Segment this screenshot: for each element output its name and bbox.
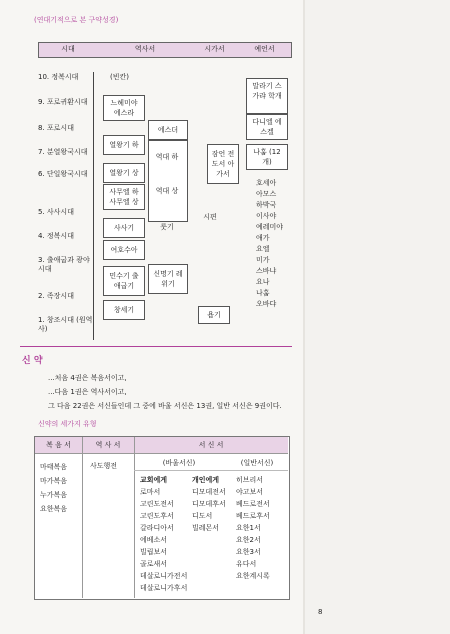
nt-acts: 사도행전 [90, 462, 118, 470]
era-9: 9. 포로귀환시대 [38, 98, 88, 106]
nt-subheader-rule [134, 470, 288, 471]
history-nehemiah-ezra: 느헤미야 에스라 [103, 95, 145, 121]
history-ruth: 룻기 [160, 223, 174, 231]
ot-bottom-rule [20, 346, 292, 347]
history-numbers-exodus: 민수기 출애굽기 [103, 266, 145, 296]
era-1: 1. 창조시대 (원역사) [38, 316, 93, 333]
poetry-job: 욥기 [198, 306, 230, 324]
era-5: 5. 사사시대 [38, 208, 74, 216]
section-title: (연대기적으로 본 구약성경) [34, 16, 119, 24]
prophets-list: 호세아 아모스 하박국 이사야 예레미야 애가 요엘 미가 스바냐 요나 나훔 오바댜 [256, 179, 284, 308]
right-page [305, 0, 450, 634]
nt-subheader-general: (일반서신) [240, 459, 274, 467]
nt-text-1: ...처음 4권은 복음서이고, [48, 374, 127, 382]
ot-header-era: 시대 [61, 45, 75, 53]
nt-divider-1 [82, 437, 83, 598]
ot-header-poetry: 시가서 [204, 45, 225, 53]
history-esther: 에스더 [148, 120, 188, 140]
prophets-nahum: 나훔 (12개) [246, 144, 288, 170]
prophets-malachi: 말라기 스가랴 학개 [246, 78, 288, 114]
nt-pauline-b: 개인에게 디모데전서 디모데후서 디도서 빌레몬서 [192, 476, 226, 532]
nt-text-2: ...다음 1권은 역사서이고, [48, 388, 127, 396]
history-joshua: 여호수아 [103, 240, 145, 260]
era-7: 7. 분열왕국시대 [38, 148, 88, 156]
history-deut-lev: 신명기 레위기 [148, 264, 188, 294]
nt-pauline-a: 교회에게 로마서 고린도전서 고린도후서 갈라디아서 에베소서 빌립보서 골로새서 데살로니가전서 데살로니가후서 [140, 476, 188, 592]
era-10: 10. 정복시대 [38, 73, 79, 81]
timeline-spine [93, 72, 94, 340]
nt-gospels: 마태복음 마가복음 누가복음 요한복음 [40, 463, 68, 513]
era-3: 3. 출애굽과 광야시대 [38, 256, 90, 273]
ot-header-prophets: 예언서 [254, 45, 275, 53]
era-8: 8. 포로시대 [38, 124, 74, 132]
nt-title: 신 약 [22, 356, 43, 366]
nt-subtitle: 신약의 세가지 유형 [38, 420, 97, 428]
nt-general: 히브리서 야고보서 베드로전서 베드로후서 요한1서 요한2서 요한3서 유다서 요한계시록 [236, 476, 270, 580]
era-6: 6. 단일왕국시대 [38, 170, 88, 178]
nt-header-gospels: 복 음 서 [46, 441, 71, 449]
poetry-proverbs: 잠언 전도서 아가서 [207, 144, 239, 184]
history-2kings: 열왕기 하 [103, 135, 145, 155]
ot-header-history: 역사서 [134, 45, 156, 53]
poetry-psalms: 시편 [203, 213, 217, 221]
history-samuel: 사무엘 하 사무엘 상 [103, 184, 145, 210]
bracket-note: (빈칸) [110, 73, 129, 81]
history-1chron: 역대 상 [155, 187, 179, 195]
history-judges: 사사기 [103, 218, 145, 238]
history-2chron: 역대 하 [155, 153, 179, 161]
era-2: 2. 족장시대 [38, 292, 74, 300]
nt-header-history: 역 사 서 [95, 441, 121, 449]
prophets-daniel: 다니엘 에스겔 [246, 114, 288, 140]
history-1kings: 열왕기 상 [103, 163, 145, 183]
nt-header-epistles: 서 신 서 [198, 441, 224, 449]
era-4: 4. 정복시대 [38, 232, 74, 240]
page-number: 8 [318, 608, 323, 616]
nt-subheader-pauline: (바울서신) [162, 459, 196, 467]
history-genesis: 창세기 [103, 300, 145, 320]
nt-text-3: 그 다음 22권은 서신들인데 그 중에 바울 서신은 13권, 일반 서신은 9권이다. [48, 402, 282, 410]
nt-header-rule [35, 453, 288, 454]
